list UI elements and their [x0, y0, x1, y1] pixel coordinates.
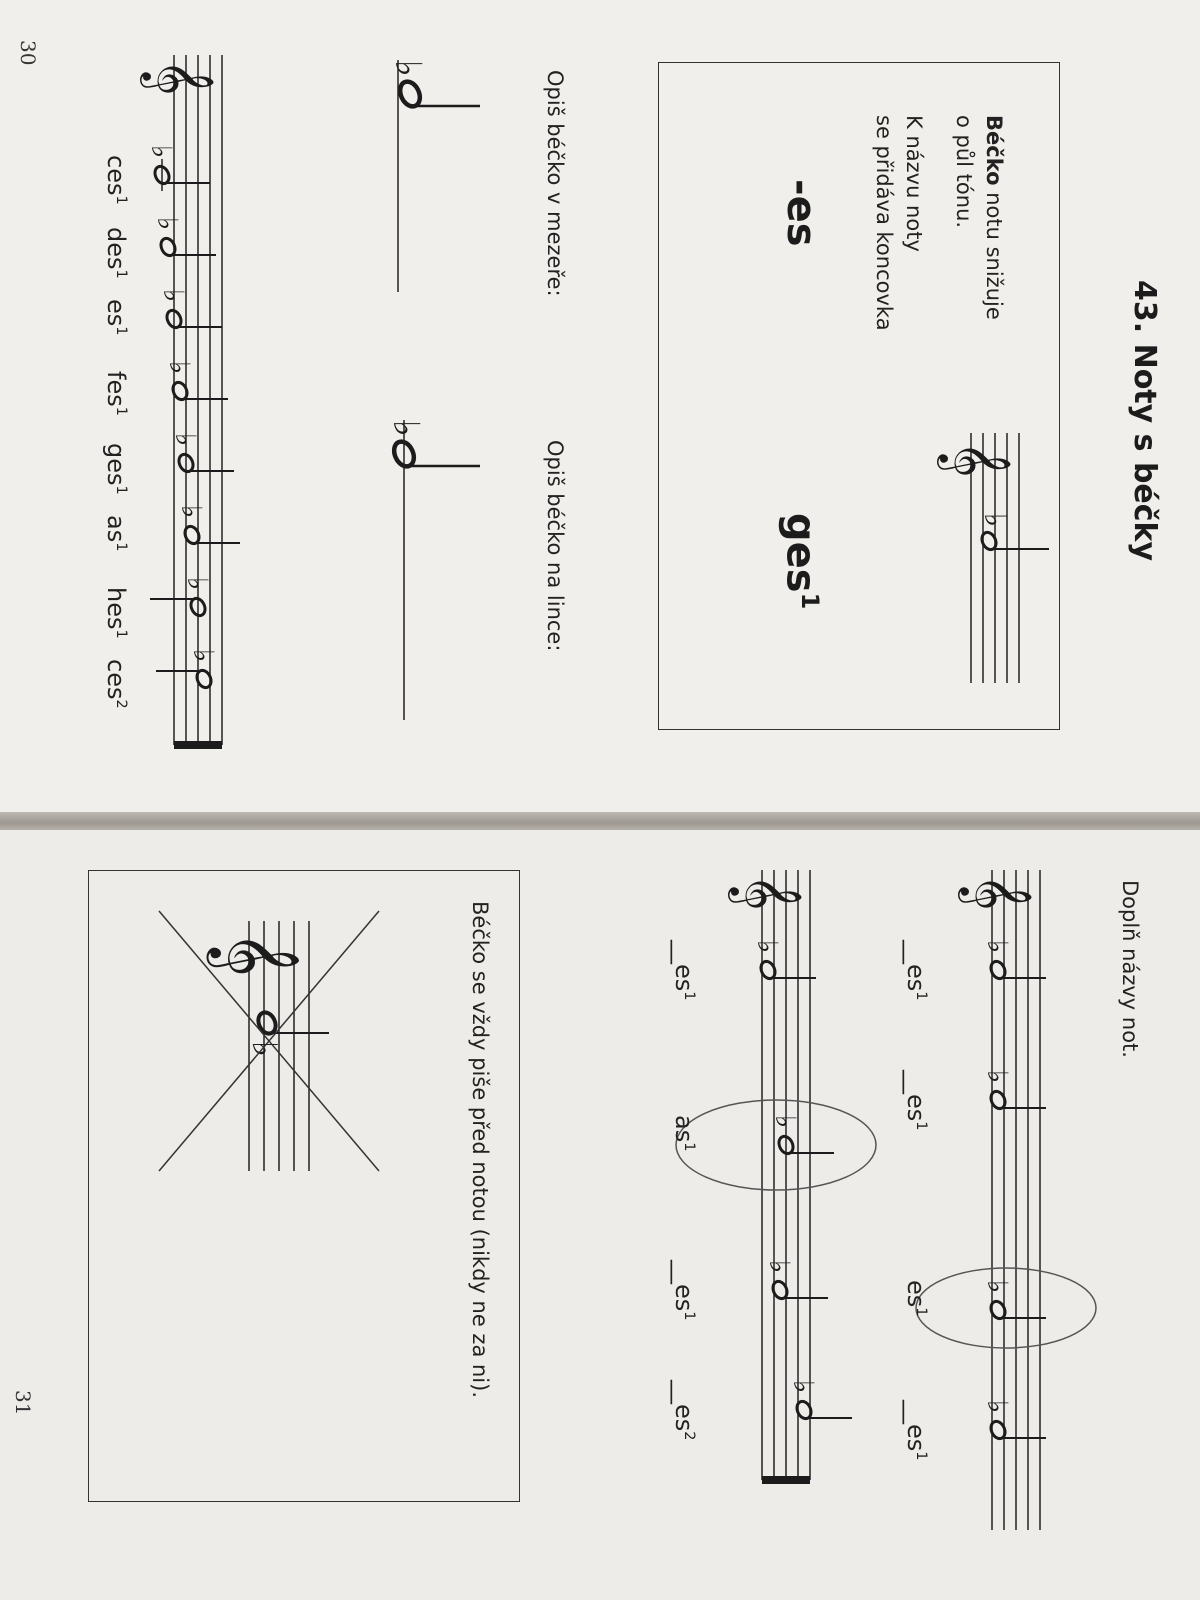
- flat-icon: ♭: [787, 1380, 820, 1394]
- label-base: as: [670, 1115, 698, 1143]
- scale-note-label: [102, 299, 130, 335]
- flat-icon: ♭: [981, 1070, 1014, 1084]
- label-base: __es: [670, 940, 698, 992]
- example-note-octave: 1: [796, 592, 824, 610]
- flat-icon: ♭: [244, 1041, 284, 1058]
- label-base: ges: [102, 443, 130, 486]
- treble-clef-icon: 𝄞: [731, 874, 804, 911]
- flat-icon: ♭: [751, 940, 784, 954]
- flat-icon: ♭: [981, 1400, 1014, 1414]
- wrong-example: [139, 911, 399, 1181]
- exercise-staff-1: [930, 870, 1080, 1590]
- right-page: [0, 830, 1200, 1600]
- label-base: ces: [102, 659, 130, 700]
- label-base: __es: [670, 1260, 698, 1312]
- scale-note-label: [102, 371, 130, 416]
- staff-lines: [992, 870, 1040, 1530]
- example-note-base: ges: [777, 513, 824, 593]
- rule-text: Béčko se vždy piše před notou (nikdy ne za ni).: [468, 901, 492, 1398]
- answer-label[interactable]: [902, 1070, 930, 1130]
- ending-label: -es: [778, 179, 824, 247]
- label-base: __es: [902, 1070, 930, 1122]
- exercise-notes-1: [981, 940, 1046, 1441]
- label-base: des: [102, 227, 130, 270]
- exercise-staff-2: [700, 870, 850, 1590]
- label-octave: 1: [113, 326, 129, 336]
- label-octave: 1: [113, 629, 129, 639]
- answer-label[interactable]: [670, 1380, 698, 1440]
- treble-clef-icon: 𝄞: [940, 441, 1013, 478]
- label-octave: 1: [913, 1307, 929, 1317]
- treble-clef-icon: 𝄞: [210, 931, 300, 978]
- label-octave: 1: [113, 269, 129, 279]
- scale-note-label: [102, 659, 130, 709]
- label-octave: 1: [681, 991, 697, 1001]
- flat-icon: ♭: [151, 217, 184, 231]
- flat-icon: ♭: [175, 505, 208, 519]
- rule-box: [88, 870, 520, 1502]
- label-octave: 1: [113, 485, 129, 495]
- example-note-name: [778, 513, 824, 609]
- label-base: es: [902, 1280, 930, 1308]
- answer-label[interactable]: [670, 940, 698, 1000]
- flat-icon: ♭: [385, 420, 426, 437]
- scale-note-label: [102, 443, 130, 495]
- info-bold-word: Béčko: [982, 115, 1006, 186]
- label-octave: 1: [113, 195, 129, 205]
- label-base: es: [102, 299, 130, 327]
- label-base: ces: [102, 155, 130, 196]
- flat-icon: ♭: [977, 513, 1012, 528]
- page-title: 43. Noty s béčky: [1127, 280, 1162, 562]
- label-base: __es: [670, 1380, 698, 1432]
- flat-icon: ♭: [187, 649, 220, 663]
- flat-icon: ♭: [169, 433, 202, 447]
- info-line-1-rest: notu snižuje: [982, 185, 1006, 320]
- scale-notes: [145, 145, 240, 690]
- info-line-2: o půl tónu.: [952, 115, 976, 229]
- label-octave: 1: [113, 406, 129, 416]
- end-barline: [762, 1476, 810, 1484]
- example-staff: [909, 433, 1059, 693]
- scale-note-label: [102, 515, 130, 551]
- page-number: 31: [11, 1390, 35, 1416]
- label-base: hes: [102, 587, 130, 630]
- scale-labels: [90, 0, 150, 815]
- exercise-labels-2: [660, 830, 710, 1600]
- copy-space-prompt: Opiš béčko v mezeře:: [543, 70, 567, 297]
- flat-icon: ♭: [981, 940, 1014, 954]
- label-octave: 2: [681, 1431, 697, 1441]
- copy-space-exercise: [320, 60, 440, 420]
- copy-line-exercise: [320, 420, 440, 780]
- instruction-text: Doplň názvy not.: [1118, 880, 1142, 1058]
- flat-icon: ♭: [145, 145, 178, 159]
- label-octave: 1: [681, 1311, 697, 1321]
- label-octave: 1: [913, 991, 929, 1001]
- info-line-3: K názvu noty: [902, 115, 926, 252]
- scale-note-label: [102, 155, 130, 205]
- answer-label[interactable]: [902, 940, 930, 1000]
- info-box: [658, 62, 1060, 730]
- label-octave: 1: [913, 1121, 929, 1131]
- flat-icon: ♭: [387, 60, 428, 77]
- flat-icon: ♭: [181, 577, 214, 591]
- answer-label[interactable]: [902, 1400, 930, 1460]
- label-base: fes: [102, 371, 130, 407]
- end-barline: [174, 741, 222, 749]
- label-base: __es: [902, 940, 930, 992]
- label-base: __es: [902, 1400, 930, 1452]
- scale-note-label: [102, 587, 130, 639]
- copy-line-prompt: Opiš béčko na lince:: [543, 440, 567, 652]
- flat-icon: ♭: [981, 1280, 1014, 1294]
- answer-label[interactable]: [670, 1115, 698, 1151]
- flat-icon: ♭: [157, 289, 190, 303]
- exercise-labels-1: [892, 830, 942, 1600]
- label-base: as: [102, 515, 130, 543]
- flat-icon: ♭: [763, 1260, 796, 1274]
- right-page-content: [0, 830, 1200, 1600]
- flat-icon: ♭: [163, 361, 196, 375]
- label-octave: 1: [113, 542, 129, 552]
- label-octave: 1: [681, 1142, 697, 1152]
- label-octave: 2: [113, 699, 129, 709]
- info-line-4: se přidáva koncovka: [872, 115, 896, 331]
- page-number: 30: [16, 40, 40, 66]
- answer-label[interactable]: [902, 1280, 930, 1316]
- info-line-1: [979, 115, 1009, 320]
- treble-clef-icon: 𝄞: [143, 59, 216, 96]
- flat-icon: ♭: [769, 1115, 802, 1129]
- answer-label[interactable]: [670, 1260, 698, 1320]
- label-octave: 1: [913, 1451, 929, 1461]
- scale-note-label: [102, 227, 130, 279]
- treble-clef-icon: 𝄞: [961, 874, 1034, 911]
